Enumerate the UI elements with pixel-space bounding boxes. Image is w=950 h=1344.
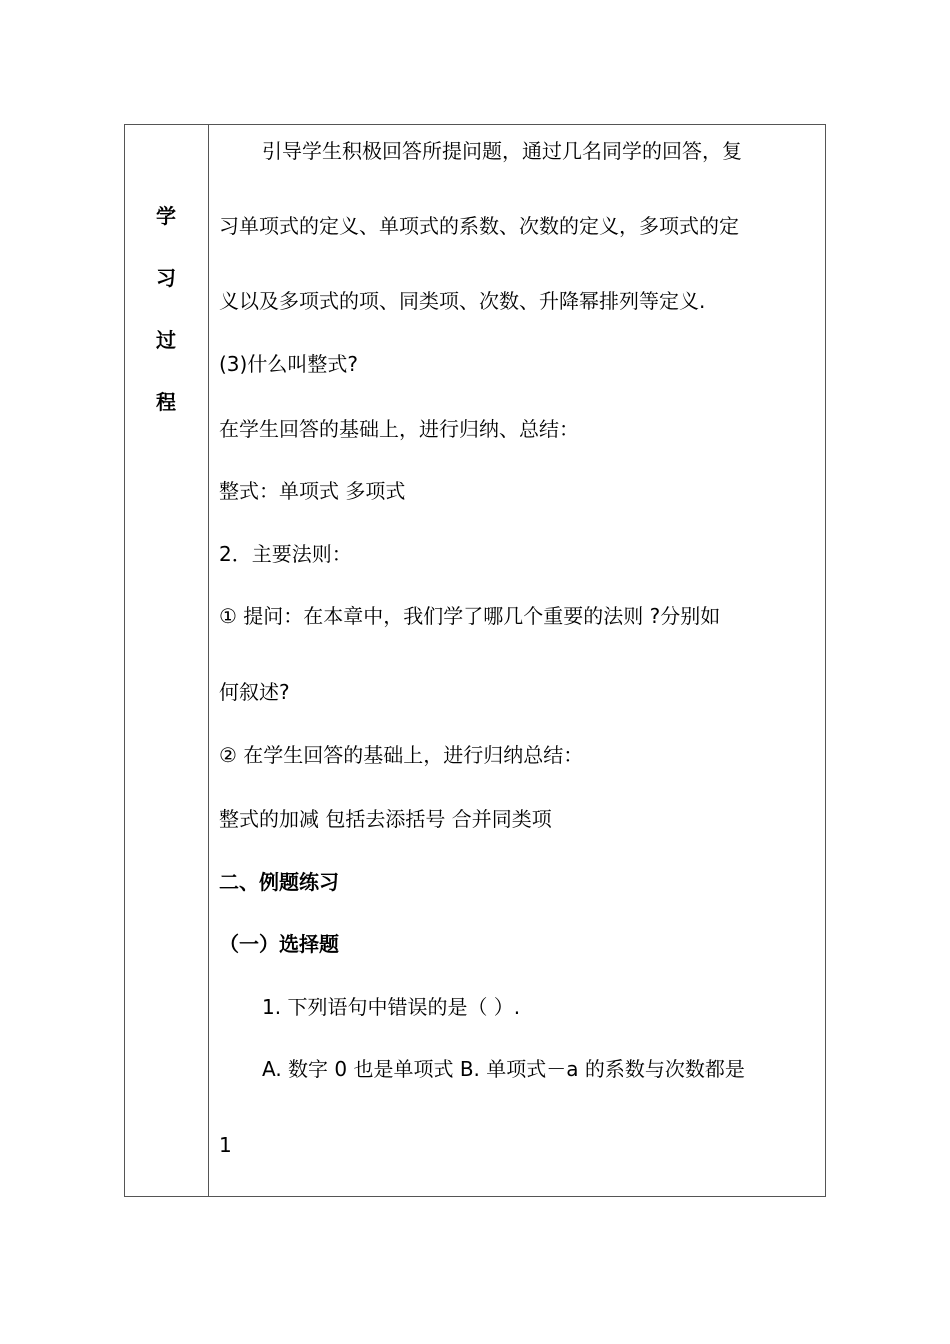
question-1-line-1: ① 提问：在本章中，我们学了哪几个重要的法则 ?分别如 [219,604,721,628]
question-1-line-2: 何叙述? [219,680,290,704]
step-2: ② 在学生回答的基础上，进行归纳总结： [219,743,584,767]
paragraph-line-1: 引导学生积极回答所提问题，通过几名同学的回答，复 [262,139,742,163]
column-divider [208,124,209,1197]
side-label-char-1: 学 [156,204,176,228]
exercise-1-options: A. 数字 0 也是单项式 B. 单项式－a 的系数与次数都是 [262,1057,745,1081]
question-3: (3)什么叫整式? [219,352,358,376]
addition-subtraction-rule: 整式的加减 包括去添括号 合并同类项 [219,807,552,831]
summary-intro: 在学生回答的基础上，进行归纳、总结： [219,417,579,441]
subsection-heading-choice: （一）选择题 [219,932,339,956]
section-heading-examples: 二、例题练习 [219,870,339,894]
polynomial-definition: 整式：单项式 多项式 [219,479,406,503]
side-label-char-4: 程 [156,390,176,414]
paragraph-line-3: 义以及多项式的项、同类项、次数、升降幂排列等定义. [219,289,706,313]
main-rules-heading: 2．主要法则： [219,542,352,566]
side-label-char-3: 过 [156,328,176,352]
paragraph-line-2: 习单项式的定义、单项式的系数、次数的定义，多项式的定 [219,214,739,238]
exercise-1-question: 1. 下列语句中错误的是（ ）. [262,995,521,1019]
exercise-1-options-continued: 1 [219,1133,232,1157]
side-label-char-2: 习 [156,266,176,290]
table-frame [124,124,826,1197]
